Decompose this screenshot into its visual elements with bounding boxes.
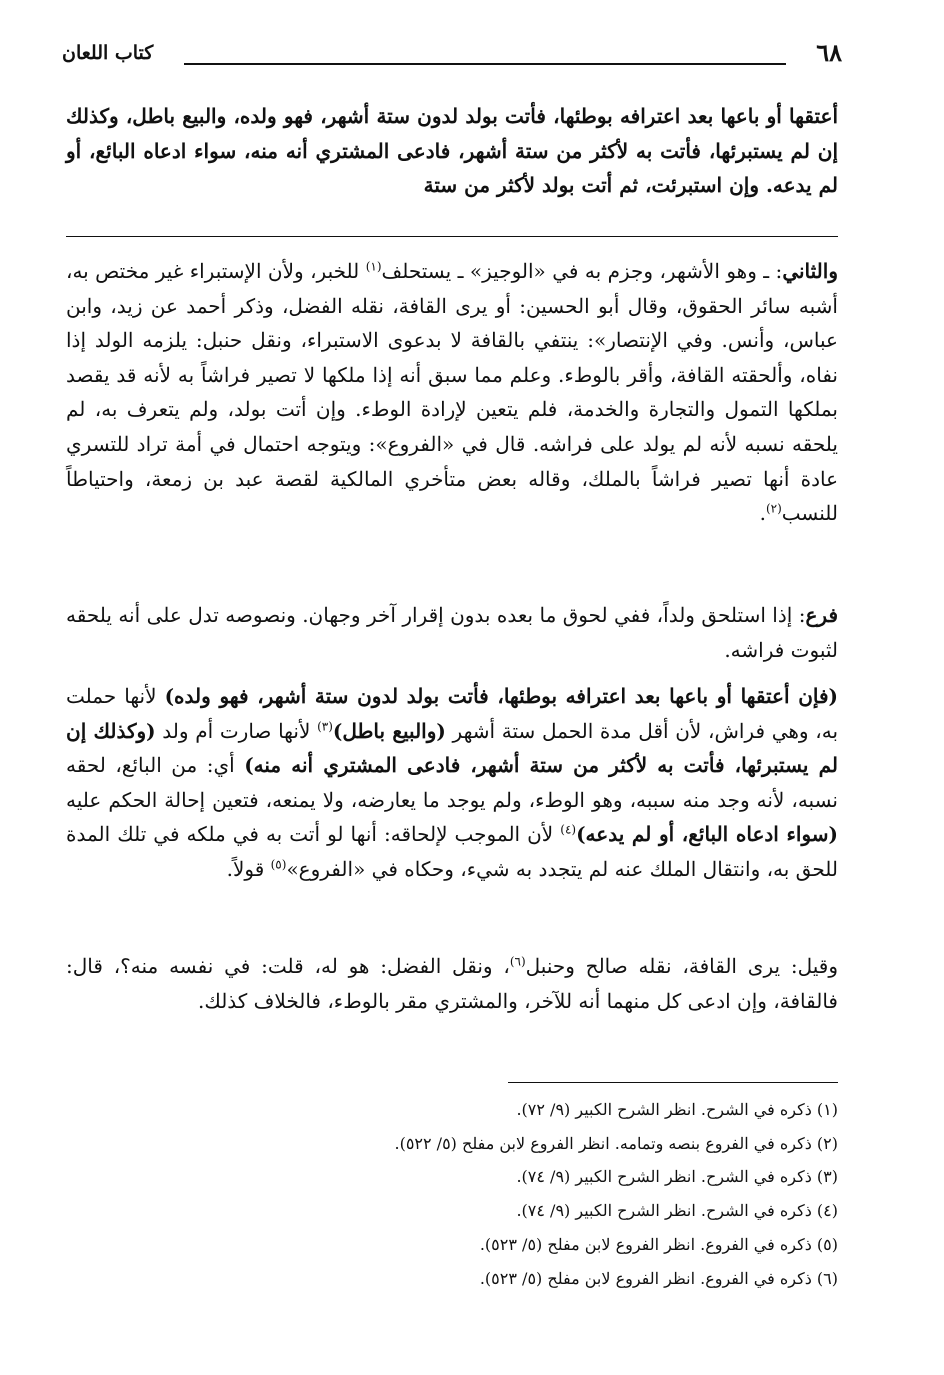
matn-sentence: أعتقها أو باعها بعد اعترافه بوطئها، فأتت بولد لدون ستة أشهر، فهو ولده، والبيع باطل، وكذلك إن لم يستبرئها، فأتت به لأكثر من ستة أشهر، فادعى المشتري أنه منه، سواء ادعاه البائع، أو لم يدعه. وإن استبرئت، ثم أتت بولد لأكثر من ستة	[66, 104, 838, 198]
quoted-matn: (فإن أعتقها أو باعها بعد اعترافه بوطئها، فأتت بولد لدون ستة أشهر، فهو ولده)	[164, 684, 838, 708]
commentary-paragraph-branch	[66, 598, 838, 667]
commentary-text: لأنها صارت أم ولد	[155, 718, 318, 743]
footnote-3: (٣) ذكره في الشرح. انظر الشرح الكبير (٩/ ٧٤).	[516, 1167, 838, 1186]
commentary-text: أي: من البائع، لحقه نسبه، لأنه وجد منه سببه، وهو الوطء، ولم يوجد ما يعارضه، ولا يمنعه، فتعين إحالة الحكم عليه	[66, 753, 838, 812]
commentary-paragraph-1	[66, 254, 838, 531]
footnote-marker: (٥)	[270, 857, 287, 872]
footnote-2: (٢) ذكره في الفروع بنصه وتمامه. انظر الفروع لابن مفلح (٥/ ٥٢٢).	[394, 1134, 838, 1153]
lead-word-branch: فرع	[805, 603, 838, 627]
lead-word-second: والثاني	[782, 259, 838, 283]
commentary-text: : إذا استلحق ولداً، ففي لحوق ما بعده بدون إقرار آخر وجهان. ونصوصه تدل على أنه يلحقه لثبوت فراشه.	[66, 603, 838, 662]
commentary-paragraph-4	[66, 949, 838, 1018]
chapter-title: كتاب اللعان	[62, 42, 154, 64]
page-number: ٦٨	[816, 38, 842, 67]
commentary-text: للخبر، ولأن الإستبراء غير مختص به، أشبه سائر الحقوق، وقال أبو الحسين: أو يرى القافة، نقله الفضل، وذكر أحمد عن زيد، وابن عباس، وأنس. وفي الإنتصار»: ينتفي بالقافة لا بدعوى الاستبراء، ونقل حنبل: يلزمه الولد إذا نفاه، وألحقته القافة، وأقر بالوطء. وعلم مما سبق أنه إذا ملكها لا تصير فراشاً به لأنه قد يقصد بملكها التمول والتجارة والخدمة، فلم يتعين لإرادة الوطء. وإن أتت بولد، ولم يتعرف به، لم يلحقه نسبه لأنه لم يولد على فراشه. قال في «الفروع»: ويتوجه احتمال في أمة تراد للتسري عادة أنها تصير فراشاً بالملك، وقاله بعض متأخري المالكية لقصة عبد بن زمعة، واحتياطاً للنسب	[66, 259, 839, 526]
page-header	[62, 38, 842, 70]
matn-separator	[66, 236, 838, 237]
footnote-1: (١) ذكره في الشرح. انظر الشرح الكبير (٩/ ٧٢).	[516, 1100, 838, 1119]
footnote-6: (٦) ذكره في الفروع. انظر الفروع لابن مفلح (٥/ ٥٢٣).	[479, 1269, 838, 1288]
commentary-paragraph-3	[66, 679, 838, 887]
footnote-marker: (١)	[365, 259, 382, 274]
quoted-matn: (سواء ادعاه البائع، أو لم يدعه)	[576, 822, 838, 847]
footnote-marker: (٢)	[765, 501, 782, 516]
matn-text	[66, 99, 838, 203]
commentary-text: ، ونقل الفضل: هو له، قلت: في نفسه منه؟، قال: فالقافة، وإن ادعى كل منهما أنه للآخر، والمشتري مقر بالوطء، فالخلاف كذلك.	[66, 954, 838, 1013]
commentary-text: لأنها حملت به، وهي فراش، لأن أقل مدة الحمل ستة أشهر	[66, 684, 839, 743]
commentary-text: : ـ وهو الأشهر، وجزم به في «الوجيز» ـ يستحلف	[381, 259, 783, 283]
footnote-4: (٤) ذكره في الشرح. انظر الشرح الكبير (٩/ ٧٤).	[516, 1201, 838, 1220]
quoted-matn: (وكذلك إن لم يستبرئها، فأتت به لأكثر من ستة أشهر، فادعى المشتري أنه منه)	[66, 718, 838, 778]
footnote-marker: (٦)	[509, 954, 526, 969]
commentary-text: .	[759, 501, 766, 526]
footnote-separator	[508, 1082, 838, 1083]
footnote-5: (٥) ذكره في الفروع. انظر الفروع لابن مفلح (٥/ ٥٢٣).	[479, 1235, 838, 1254]
commentary-text: لأن الموجب لإلحاقه: أنها لو أتت به في ملكه في تلك المدة للحق به، وانتقال الملك عنه لم يتجدد به شيء، وحكاه في «الفروع»	[66, 822, 838, 881]
footnote-marker: (٤)	[560, 822, 577, 837]
commentary-text: قولاً.	[226, 856, 271, 881]
quoted-matn: (والبيع باطل)	[332, 718, 446, 743]
footnote-marker: (٣)	[317, 718, 333, 733]
header-rule	[184, 63, 786, 65]
commentary-text: وقيل: يرى القافة، نقله صالح وحنبل	[525, 954, 838, 978]
